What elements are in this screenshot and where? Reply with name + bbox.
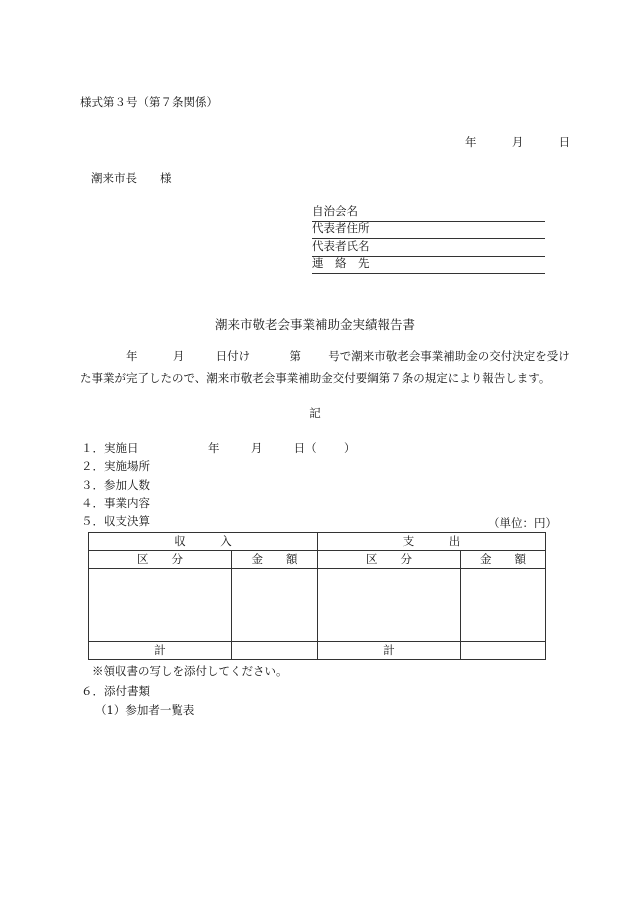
impl-year: 年 <box>208 441 220 455</box>
budget-total-row <box>89 642 546 660</box>
org-name-label: 自治会名 <box>312 204 358 218</box>
expense-amount-header: 金 額 <box>461 551 546 569</box>
item-6-label: 添付書類 <box>104 684 150 698</box>
report-date <box>465 136 570 150</box>
rep-address-label: 代表者住所 <box>312 221 370 235</box>
expense-category-cell[interactable] <box>318 569 461 642</box>
item-5-label: 収支決算 <box>104 514 150 528</box>
attachment-participant-list: （1）参加者一覧表 <box>95 703 195 717</box>
income-total-label: 計 <box>89 642 232 660</box>
rep-address-field[interactable] <box>312 222 545 239</box>
item-6 <box>81 685 150 699</box>
grant-number-prefix: 第 <box>289 349 301 363</box>
document-title: 潮来市敬老会事業補助金実績報告書 <box>214 317 415 332</box>
budget-table <box>88 532 546 660</box>
receipt-note: ※領収書の写しを添付してください。 <box>92 664 288 678</box>
income-amount-cell[interactable] <box>232 569 318 642</box>
item-2-label: 実施場所 <box>104 459 150 473</box>
expense-total-cell[interactable] <box>461 642 546 660</box>
budget-entry-row <box>89 569 546 642</box>
impl-day: 日（ <box>293 441 317 455</box>
income-total-cell[interactable] <box>232 642 318 660</box>
grant-date-month: 月 <box>172 349 185 363</box>
item-1-label: 実施日 <box>104 441 139 455</box>
item-4 <box>81 497 150 511</box>
impl-close: ） <box>343 441 356 455</box>
body-line-2: た事業が完了したので、潮来市敬老会事業補助金交付要綱第７条の規定により報告します。 <box>80 371 551 385</box>
date-day: 日 <box>558 135 571 149</box>
addressee: 潮来市長 様 <box>91 171 172 185</box>
expense-total-label: 計 <box>318 642 461 660</box>
impl-month: 月 <box>250 441 263 455</box>
body-line-1 <box>126 350 570 364</box>
item-2 <box>81 460 150 474</box>
item-5-number: ５． <box>81 514 104 528</box>
item-1-number: １． <box>81 441 104 455</box>
item-3-label: 参加人数 <box>104 478 150 492</box>
item-4-label: 事業内容 <box>104 496 150 510</box>
implementation-date <box>208 442 355 456</box>
item-4-number: ４． <box>81 496 104 510</box>
contact-field[interactable] <box>312 257 545 274</box>
date-year: 年 <box>465 135 477 149</box>
income-category-header: 区 分 <box>89 551 232 569</box>
budget-header-row <box>89 533 546 551</box>
item-3-number: ３． <box>81 478 104 492</box>
org-name-field[interactable] <box>312 205 545 222</box>
unit-label: （単位：円） <box>488 516 557 530</box>
item-6-number: ６． <box>81 684 104 698</box>
body-line-1-rest: 号で潮来市敬老会事業補助金の交付決定を受け <box>328 349 570 363</box>
expense-amount-cell[interactable] <box>461 569 546 642</box>
income-category-cell[interactable] <box>89 569 232 642</box>
ki-heading: 記 <box>309 406 321 420</box>
contact-label: 連 絡 先 <box>312 256 370 270</box>
expense-category-header: 区 分 <box>318 551 461 569</box>
income-header: 収 入 <box>89 533 318 551</box>
budget-subheader-row <box>89 551 546 569</box>
rep-name-field[interactable] <box>312 240 545 257</box>
expense-header: 支 出 <box>318 533 546 551</box>
income-amount-header: 金 額 <box>232 551 318 569</box>
rep-name-label: 代表者氏名 <box>312 239 370 253</box>
grant-date-day: 日付け <box>215 349 251 363</box>
date-month: 月 <box>511 135 524 149</box>
item-2-number: ２． <box>81 459 104 473</box>
item-3 <box>81 479 150 493</box>
item-5 <box>81 515 150 529</box>
grant-date-year: 年 <box>126 349 138 363</box>
form-number: 様式第３号（第７条関係） <box>80 95 218 109</box>
item-1 <box>81 442 139 456</box>
